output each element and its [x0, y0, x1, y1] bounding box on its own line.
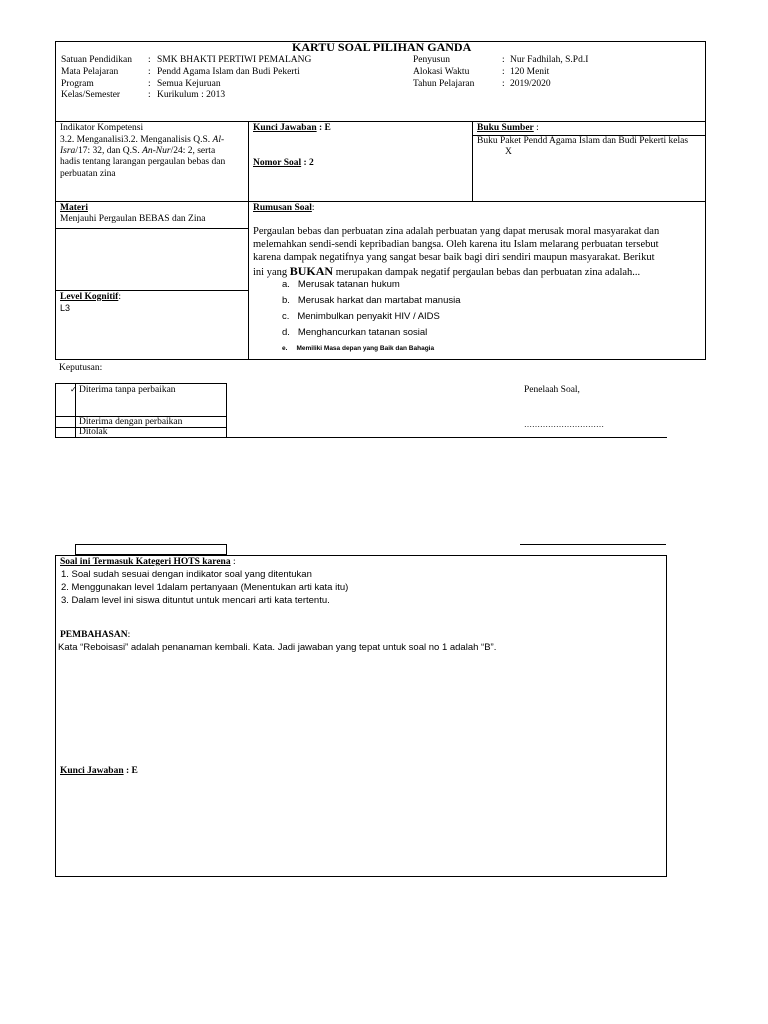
label-program: Program: [61, 79, 94, 89]
kunci-jawaban: Kunci Jawaban : E: [253, 123, 331, 133]
hots-item-1: 1. Soal sudah sesuai dengan indikator soal yang ditentukan: [61, 569, 312, 580]
penelaah-signature-dots: …………………………: [524, 420, 604, 429]
value-penyusun: Nur Fadhilah, S.Pd.I: [510, 55, 589, 65]
page-title: KARTU SOAL PILIHAN GANDA: [292, 40, 472, 54]
level-value: L3: [60, 303, 71, 313]
lower-small-box: [75, 544, 227, 555]
label-kelas: Kelas/Semester: [61, 90, 121, 100]
value-satuan: SMK BHAKTI PERTIWI PEMALANG: [157, 55, 312, 65]
option-b: b. Merusak harkat dan martabat manusia: [282, 295, 461, 306]
pembahasan-text: Kata “Reboisasi” adalah penanaman kembali. Kata. Jadi jawaban yang tepat untuk soal no 1 adalah “B”.: [58, 642, 497, 653]
materi-label: Materi: [60, 203, 88, 213]
divider: [55, 121, 706, 122]
label-satuan: Satuan Pendidikan: [61, 55, 132, 65]
indikator-text: perbuatan zina: [60, 169, 116, 179]
colon: :: [502, 67, 505, 77]
level-label: Level Kognitif:: [60, 292, 121, 302]
divider: [227, 437, 667, 438]
check-mark[interactable]: ✓: [70, 385, 77, 394]
colon: :: [148, 90, 151, 100]
colon: :: [148, 79, 151, 89]
rumusan-text: ini yang BUKAN merupakan dampak negatif pergaulan bebas dan perbuatan zina adalah...: [253, 264, 641, 278]
label-mapel: Mata Pelajaran: [61, 67, 119, 77]
option-a: a. Merusak tatanan hukum: [282, 279, 400, 290]
value-tahun: 2019/2020: [510, 79, 551, 89]
kunci-jawaban-bottom: Kunci Jawaban : E: [60, 766, 138, 776]
label-tahun: Tahun Pelajaran: [413, 79, 475, 89]
colon: :: [502, 79, 505, 89]
value-program: Semua Kejuruan: [157, 79, 221, 89]
divider: [472, 121, 473, 202]
option-e: e. Memiliki Masa depan yang Baik dan Bahagia: [282, 345, 435, 352]
label-penyusun: Penyusun: [413, 55, 450, 65]
buku-sumber-text: X: [505, 147, 512, 157]
divider: [248, 121, 249, 360]
divider: [520, 544, 666, 545]
nomor-soal: Nomor Soal : 2: [253, 158, 314, 168]
indikator-text: hadis tentang larangan pergaulan bebas dan: [60, 157, 226, 167]
label-alokasi: Alokasi Waktu: [413, 67, 470, 77]
divider: [55, 228, 248, 229]
indikator-text: Isra/17: 32, dan Q.S. An-Nur/24: 2, serta: [60, 146, 216, 156]
value-alokasi: 120 Menit: [510, 67, 550, 77]
rumusan-text: melemahkan sendi-sendi kepribadian bangsa. Oleh karena itu Islam melarang perbuatan tersebut: [253, 239, 659, 250]
indikator-text: 3.2. Menganalisi3.2. Menganalisis Q.S. Al-: [60, 135, 225, 145]
value-mapel: Pendd Agama Islam dan Budi Pekerti: [157, 67, 300, 77]
option-diterima-tanpa: Diterima tanpa perbaikan: [79, 385, 176, 395]
divider: [55, 290, 248, 291]
option-ditolak: Ditolak: [79, 427, 108, 437]
option-d: d. Menghancurkan tatanan sosial: [282, 327, 428, 338]
rumusan-text: Pergaulan bebas dan perbuatan zina adalah perbuatan yang dapat merusak moral masyarakat dan: [253, 226, 660, 237]
option-c: c. Menimbulkan penyakit HIV / AIDS: [282, 311, 440, 322]
colon: :: [148, 67, 151, 77]
indikator-label: Indikator Kompetensi: [60, 123, 144, 133]
keputusan-label: Keputusan:: [59, 363, 103, 373]
buku-sumber-label: Buku Sumber :: [477, 123, 539, 133]
colon: :: [148, 55, 151, 65]
rumusan-label: Rumusan Soal:: [253, 203, 315, 213]
divider: [55, 201, 706, 202]
value-kurikulum: Kurikulum : 2013: [157, 90, 226, 100]
materi-value: Menjauhi Pergaulan BEBAS dan Zina: [60, 214, 206, 224]
colon: :: [502, 55, 505, 65]
buku-sumber-text: Buku Paket Pendd Agama Islam dan Budi Pekerti kelas: [477, 136, 689, 146]
hots-item-2: 2. Menggunakan level 1dalam pertanyaan (Menentukan arti kata itu): [61, 582, 349, 593]
hots-title: Soal ini Termasuk Kategeri HOTS karena :: [60, 557, 236, 567]
option-diterima-dengan: Diterima dengan perbaikan: [79, 417, 183, 427]
penelaah-label: Penelaah Soal,: [524, 385, 580, 395]
rumusan-text: karena dampak negatifnya yang sangat besar baik bagi diri sendiri maupun masyarakat. Berikut: [253, 252, 655, 263]
hots-item-3: 3. Dalam level ini siswa dituntut untuk mencari arti kata tertentu.: [61, 595, 330, 606]
pembahasan-label: PEMBAHASAN:: [60, 630, 131, 640]
